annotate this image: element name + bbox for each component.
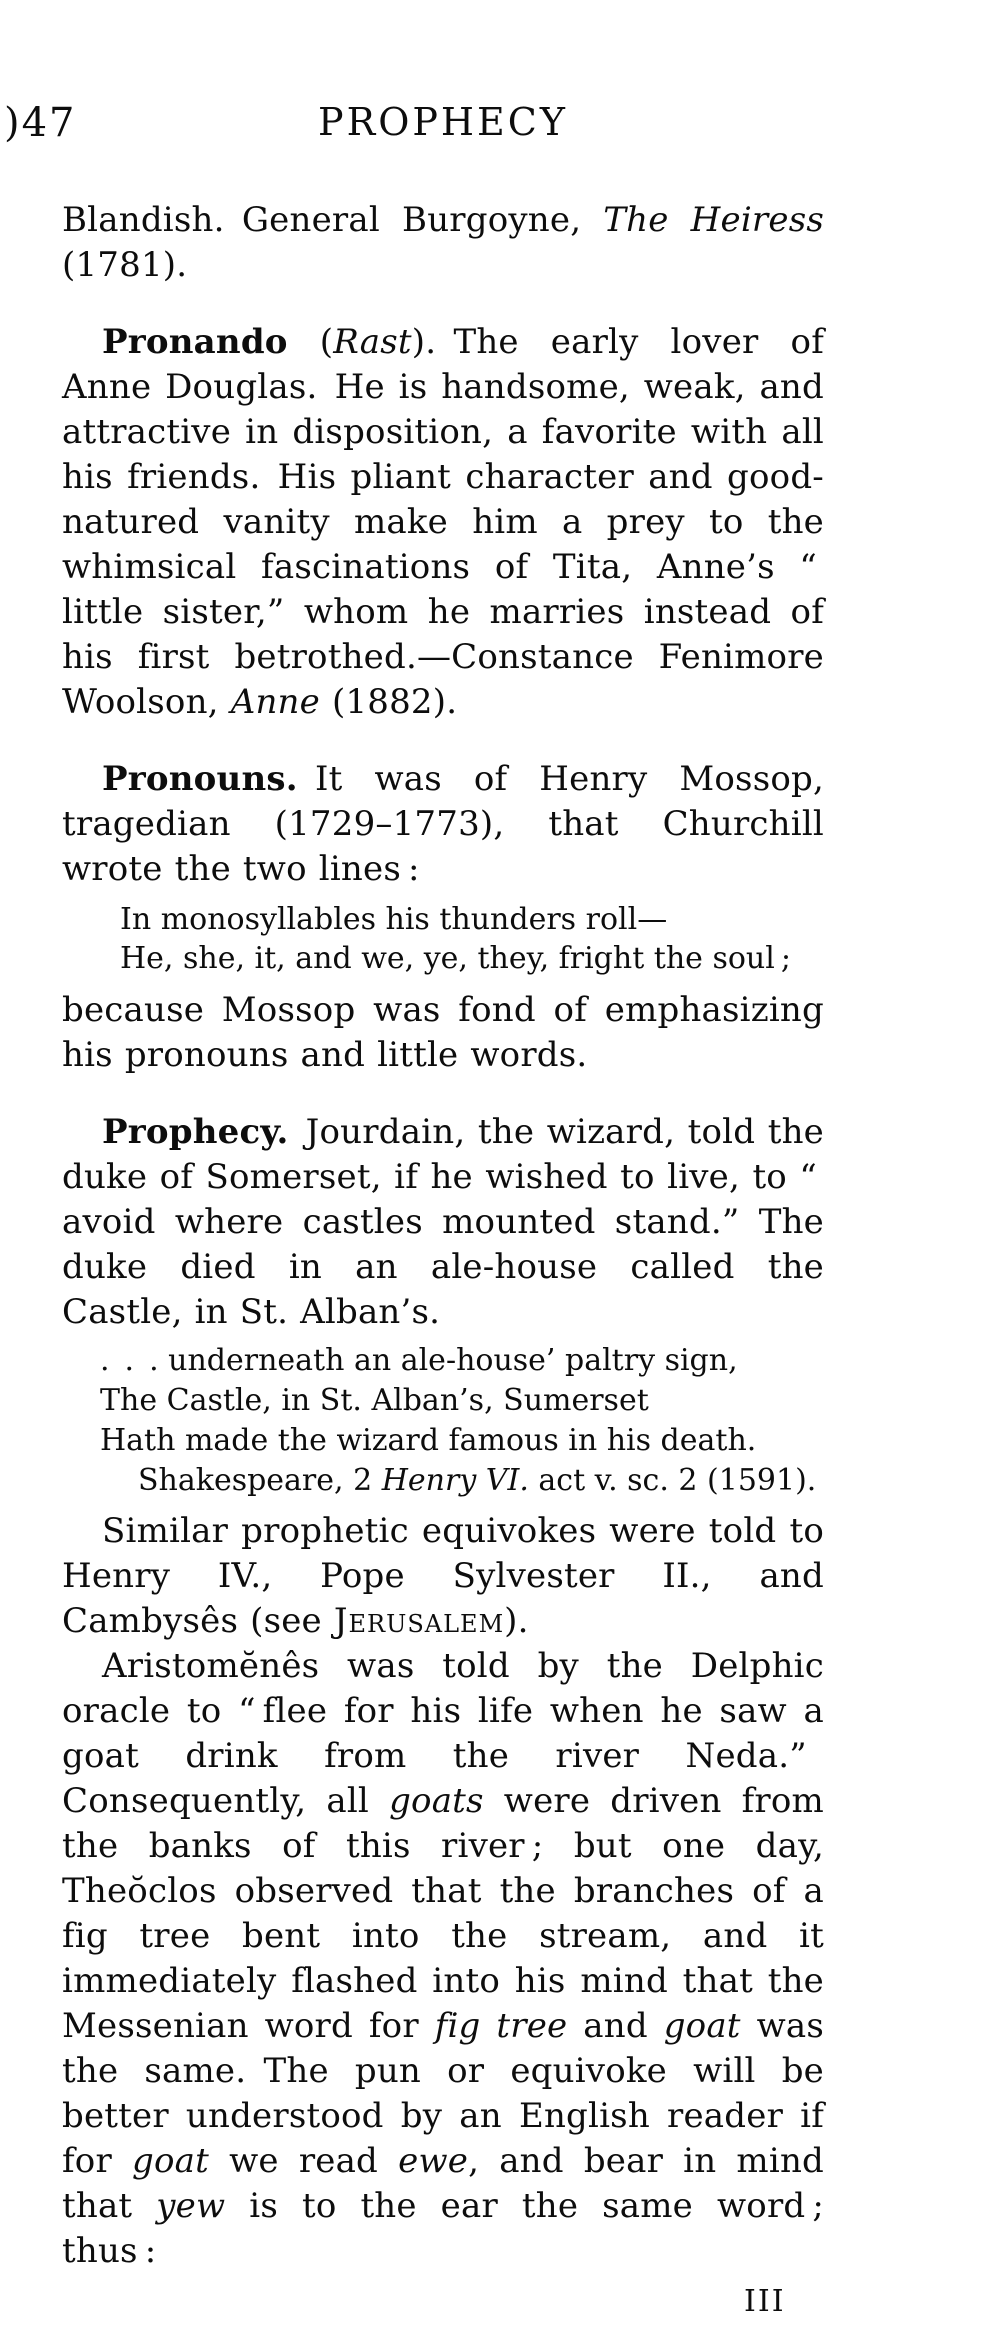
text-segment: The Heiress [603, 200, 824, 240]
text-segment: Henry VI. [381, 1463, 529, 1498]
text-segment: . . . underneath an ale-house’ paltry sign, [100, 1343, 738, 1378]
text-segment: It was of Henry Mossop, tragedian (1729–1773), that Churchill wrote the two lines : [62, 759, 824, 889]
text-segment: ). [504, 1601, 529, 1641]
text-segment: ewe [398, 2141, 469, 2181]
text-segment: act v. sc. 2 (1591). [528, 1463, 817, 1498]
text-segment: ( [287, 322, 334, 362]
text-segment: Jerusalem [333, 1601, 505, 1641]
text-segment: Shakespeare, 2 [138, 1463, 382, 1498]
text-segment: Similar prophetic equivokes were told to Henry IV., Pope Sylvester II., and Cambysês (see [62, 1511, 824, 1641]
pronouns-continuation [62, 988, 824, 1078]
text-segment: were driven from the banks of this river ; but one day, Theŏclos observed that the branches of a fig tree bent into the stream, and it immediately flashed into his mind that the Messenian word for [62, 1781, 824, 2046]
text-segment: Rast [333, 322, 412, 362]
text-segment: goat [663, 2006, 741, 2046]
page-number: )47 [4, 100, 77, 146]
text-segment: He, she, it, and we, ye, they, fright the soul ; [120, 941, 791, 976]
text-segment: ). The early lover of Anne Douglas. He is handsome, weak, and attractive in disposition, a favorite with all his friends. His pliant character and good-natured vanity make him a prey to the whimsical fascinations of Tita, Anne’s “ little sister,” whom he marries instead of his first betrothed.—Constance Fenimore Woolson, [62, 322, 824, 722]
text-segment: and [567, 2006, 664, 2046]
entry-pronouns [62, 757, 824, 892]
quote-line [100, 1341, 824, 1381]
text-segment: goat [132, 2141, 209, 2181]
quote-line [100, 1421, 824, 1461]
text-segment: Hath made the wizard famous in his death. [100, 1423, 757, 1458]
text-segment: we read [208, 2141, 399, 2181]
verse-line [120, 939, 824, 978]
quote-line [100, 1381, 824, 1421]
text-segment: Prophecy. [102, 1112, 289, 1152]
text-segment: Aristomĕnês was told by the Delphic oracle to “ flee for his life when he saw a goat drink from the river Neda.” Consequently, all [62, 1646, 824, 1821]
text-segment: Pronando [102, 322, 288, 362]
verse-quote [120, 900, 824, 978]
entry-prophecy [62, 1110, 824, 1335]
text-segment: Blandish. General Burgoyne, [62, 200, 604, 240]
text-segment: (1882). [319, 682, 458, 722]
text-segment: fig tree [434, 2006, 568, 2046]
prophecy-aristomenes-paragraph [62, 1644, 824, 2274]
entry-pronando [62, 320, 824, 725]
quote-attribution [100, 1461, 824, 1501]
text-segment: (1781). [62, 245, 188, 285]
page-header [4, 98, 824, 148]
verse-line [120, 900, 824, 939]
text-segment: Jourdain, the wizard, told the duke of Somerset, if he wished to live, to “ avoid where castles mounted stand.” The duke died in an ale-house called the Castle, in St. Alban’s. [62, 1112, 824, 1332]
signature-mark: III [744, 2284, 786, 2319]
text-segment: Pronouns. [102, 759, 298, 799]
page-body [62, 198, 824, 2319]
text-segment: because Mossop was fond of emphasizing his pronouns and little words. [62, 990, 824, 1075]
running-title: PROPHECY [318, 100, 568, 144]
text-segment: goats [389, 1781, 484, 1821]
shakespeare-quote [100, 1341, 824, 1501]
text-segment: is to the ear the same word ; thus : [62, 2186, 825, 2271]
entry-blandish [62, 198, 824, 288]
prophecy-similar-paragraph [62, 1509, 824, 1644]
text-segment: , and bear in mind that [62, 2141, 825, 2226]
text-segment: yew [156, 2186, 226, 2226]
text-segment: Anne [230, 682, 320, 722]
text-segment: The Castle, in St. Alban’s, Sumerset [100, 1383, 649, 1418]
text-segment: In monosyllables his thunders roll— [120, 902, 668, 937]
text-segment: was the same. The pun or equivoke will be better understood by an English reader if for [62, 2006, 824, 2181]
